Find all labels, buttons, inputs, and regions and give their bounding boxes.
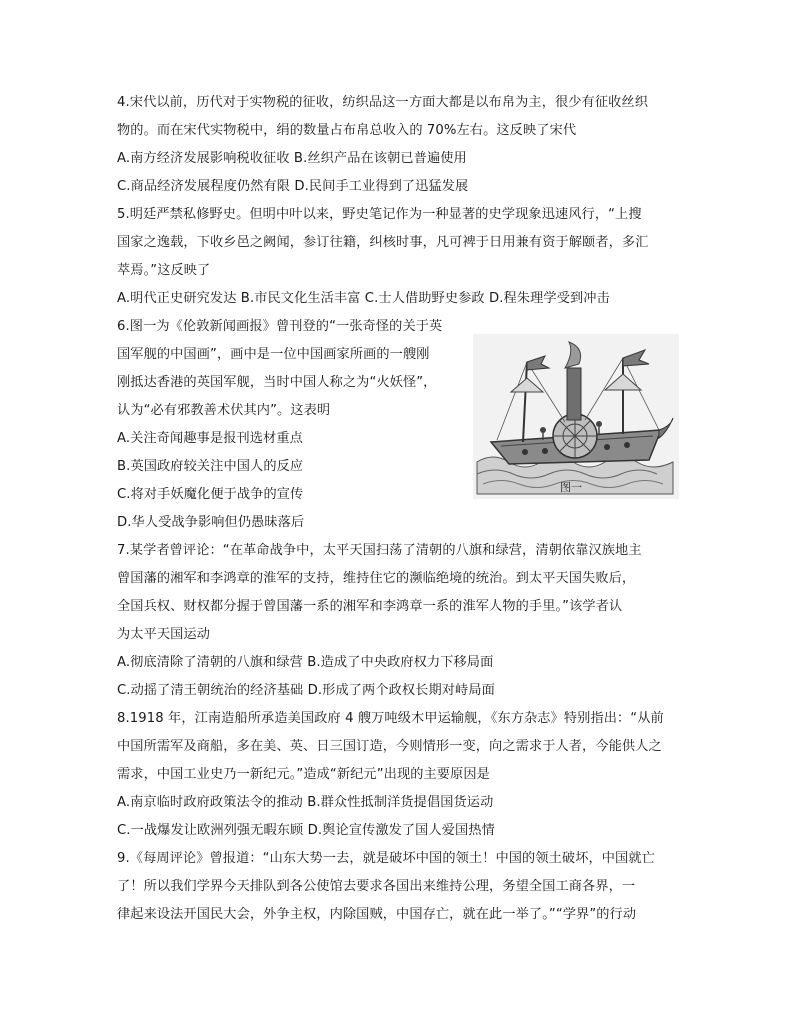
text-line: A.南方经济发展影响税收征收 B.丝织产品在该朝已普遍使用 — [117, 151, 467, 166]
text-line: C.动摇了清王朝统治的经济基础 D.形成了两个政权长期对峙局面 — [117, 683, 495, 698]
text-line: 中国所需军及商船，多在美、英、日三国订造，今则情形一变，向之需求于人者，今能供人之 — [117, 739, 662, 754]
text-line: 全国兵权、财权都分握于曾国藩一系的湘军和李鸿章一系的淮军人物的手里。”该学者认 — [117, 599, 623, 614]
text-line: 7.某学者曾评论：“在革命战争中，太平天国扫荡了清朝的八旗和绿营，清朝依靠汉族地主 — [117, 543, 642, 558]
steamship-illustration-icon — [473, 334, 679, 499]
text-line: D.华人受战争影响但仍愚昧落后 — [117, 515, 305, 530]
text-line: 了！所以我们学界今天排队到各公使馆去要求各国出来维持公理，务望全国工商各界，一 — [117, 879, 636, 894]
text-line: C.商品经济发展程度仍然有限 D.民间手工业得到了迅猛发展 — [117, 179, 469, 194]
text-line: A.南京临时政府政策法令的推动 B.群众性抵制洋货提倡国货运动 — [117, 795, 494, 810]
text-line: 国家之逸载，下收乡邑之阙闻，参订往籍，纠核时事，凡可裨于日用兼有资于解颐者，多汇 — [117, 235, 649, 250]
text-line: B.英国政府较关注中国人的反应 — [117, 459, 304, 474]
text-line: C.将对手妖魔化便于战争的宣传 — [117, 487, 304, 502]
text-line: 为太平天国运动 — [117, 627, 211, 642]
text-line: 物的。而在宋代实物税中，绢的数量占布帛总收入的 70%左右。这反映了宋代 — [117, 123, 577, 138]
text-line: A.彻底清除了清朝的八旗和绿营 B.造成了中央政府权力下移局面 — [117, 655, 494, 670]
figure-caption: 图一 — [560, 481, 582, 494]
text-line: 4.宋代以前，历代对于实物税的征收，纺织品这一方面大都是以布帛为主，很少有征收丝织 — [117, 95, 648, 110]
text-line: 律起来设法开国民大会，外争主权，内除国贼，中国存亡，就在此一举了。”“学界”的行动 — [117, 907, 637, 922]
text-line: 需求，中国工业史乃一新纪元。”造成“新纪元”出现的主要原因是 — [117, 767, 490, 782]
text-line: 刚抵达香港的英国军舰，当时中国人称之为“火妖怪”， — [117, 375, 437, 390]
text-line: 6.图一为《伦敦新闻画报》曾刊登的“一张奇怪的关于英 — [117, 319, 443, 334]
text-line: 5.明廷严禁私修野史。但明中叶以来，野史笔记作为一种显著的史学现象迅速风行，“上搜 — [117, 207, 642, 222]
text-line: 8.1918 年，江南造船所承造美国政府 4 艘万吨级木甲运输舰，《东方杂志》特别指出：“从前 — [117, 711, 664, 726]
text-line: 认为“必有邪教善术伏其内”。这表明 — [117, 403, 331, 418]
text-line: C.一战爆发让欧洲列强无暇东顾 D.舆论宣传激发了国人爱国热情 — [117, 823, 495, 838]
figure-steamship — [473, 334, 679, 499]
text-line: 9.《每周评论》曾报道：“山东大势一去，就是破坏中国的领土！中国的领土破坏，中国就亡 — [117, 851, 655, 866]
text-line: 国军舰的中国画”，画中是一位中国画家所画的一艘刚 — [117, 347, 430, 362]
text-line: 萃焉。”这反映了 — [117, 263, 211, 278]
text-line: A.明代正史研究发达 B.市民文化生活丰富 C.士人借助野史参政 D.程朱理学受到冲击 — [117, 291, 610, 306]
text-line: A.关注奇闻趣事是报刊选材重点 — [117, 431, 303, 446]
text-line: 曾国藩的湘军和李鸿章的淮军的支持，维持住它的濒临绝境的统治。到太平天国失败后， — [117, 571, 636, 586]
